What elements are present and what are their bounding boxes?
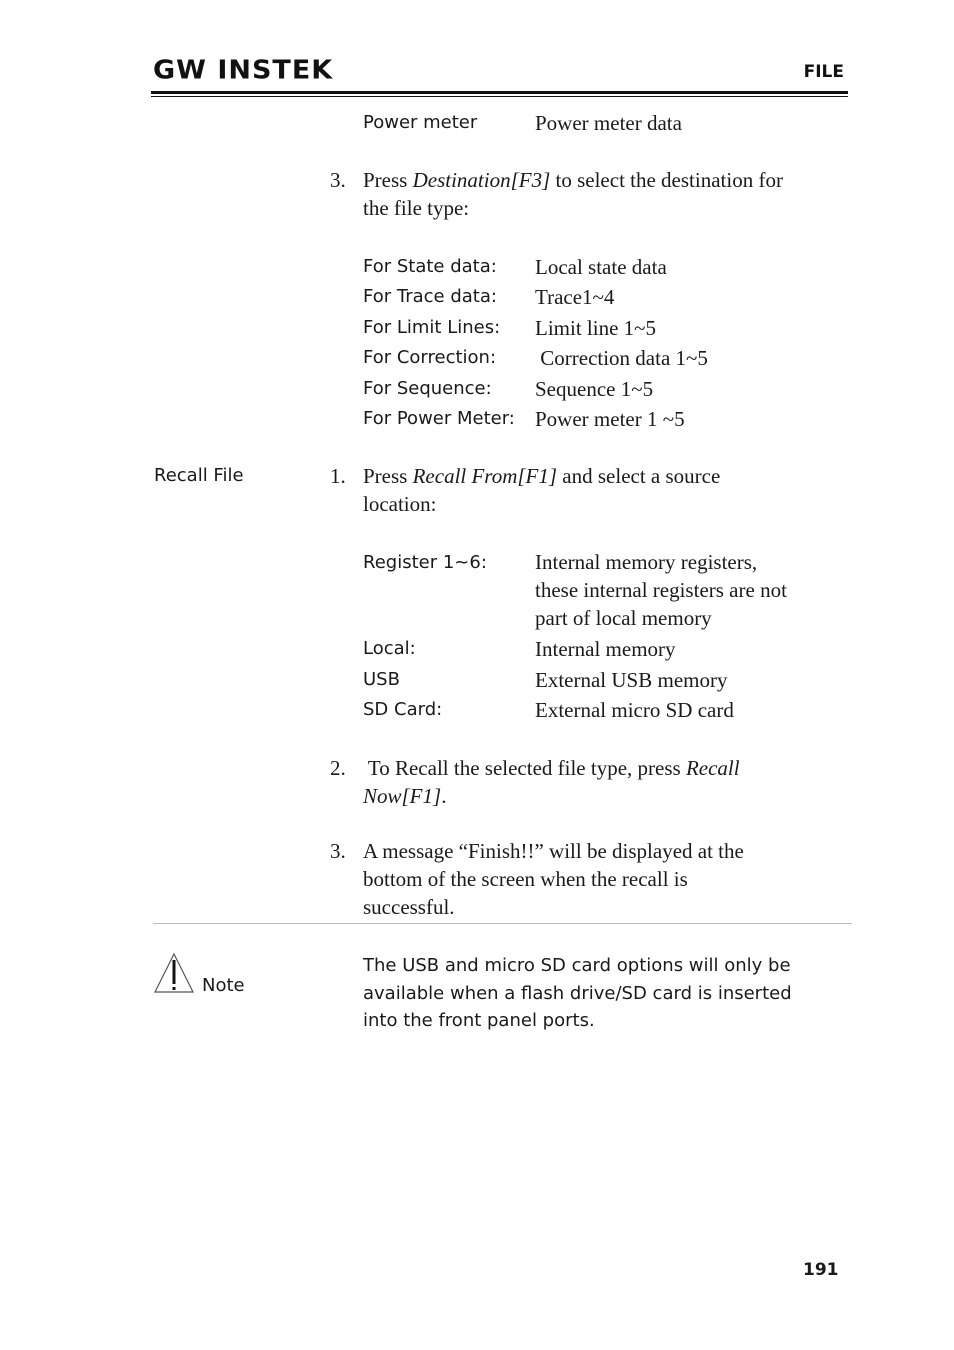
- step-number: 2.: [330, 756, 346, 780]
- note-text: The USB and micro SD card options will only be available when a flash drive/SD card is inserted into the front panel ports.: [363, 955, 792, 1031]
- key-recall-now-f1-part1: Recall: [685, 756, 740, 780]
- source-label: Local:: [363, 638, 416, 659]
- header-rule-thick: [151, 91, 848, 94]
- source-value: External USB memory: [535, 668, 728, 692]
- key-recall-now-f1-part2: Now[F1]: [363, 784, 442, 808]
- source-value: External micro SD card: [535, 698, 734, 722]
- step-finish-text: A message “Finish!!” will be displayed at the bottom of the screen when the recall is successful.: [363, 839, 744, 919]
- source-label: Register 1~6:: [363, 552, 487, 573]
- power-meter-value: Power meter data: [535, 111, 682, 135]
- destination-label: For State data:: [363, 256, 497, 277]
- brand-logo: GW INSTEK: [153, 55, 334, 86]
- step-destination-text: Press Destination[F3] to select the destination for the file type:: [363, 168, 783, 220]
- destination-value: Trace1~4: [535, 285, 615, 309]
- destination-value: Power meter 1 ~5: [535, 407, 685, 431]
- step-number: 3.: [330, 168, 346, 192]
- destination-value: Correction data 1~5: [535, 346, 708, 370]
- source-label: SD Card:: [363, 699, 443, 720]
- source-value: Internal memory registers, these internal registers are not part of local memory: [535, 550, 787, 630]
- step-number: 3.: [330, 839, 346, 863]
- power-meter-label: Power meter: [363, 112, 478, 133]
- destination-label: For Correction:: [363, 347, 497, 368]
- destination-label: For Sequence:: [363, 378, 492, 399]
- destination-label: For Trace data:: [363, 286, 497, 307]
- source-value: Internal memory: [535, 637, 676, 661]
- section-divider: [153, 923, 852, 924]
- source-label: USB: [363, 669, 400, 690]
- step-number: 1.: [330, 464, 346, 488]
- step-recall-from-text: Press Recall From[F1] and select a source location:: [363, 464, 721, 516]
- key-recall-from-f1: Recall From[F1]: [412, 464, 558, 488]
- header-rule-thin: [151, 96, 848, 97]
- step-recall-now-text: To Recall the selected file type, press Recall Now[F1].: [363, 756, 740, 808]
- note-label: Note: [202, 975, 245, 996]
- destination-label: For Power Meter:: [363, 408, 515, 429]
- destination-value: Limit line 1~5: [535, 316, 657, 340]
- destination-value: Local state data: [535, 255, 667, 279]
- recall-file-heading: Recall File: [154, 465, 244, 486]
- destination-value: Sequence 1~5: [535, 377, 654, 401]
- section-title: FILE: [803, 62, 844, 82]
- page-number: 191: [803, 1260, 839, 1280]
- destination-label: For Limit Lines:: [363, 317, 501, 338]
- warning-triangle-icon: [153, 952, 195, 994]
- key-destination-f3: Destination[F3]: [412, 168, 551, 192]
